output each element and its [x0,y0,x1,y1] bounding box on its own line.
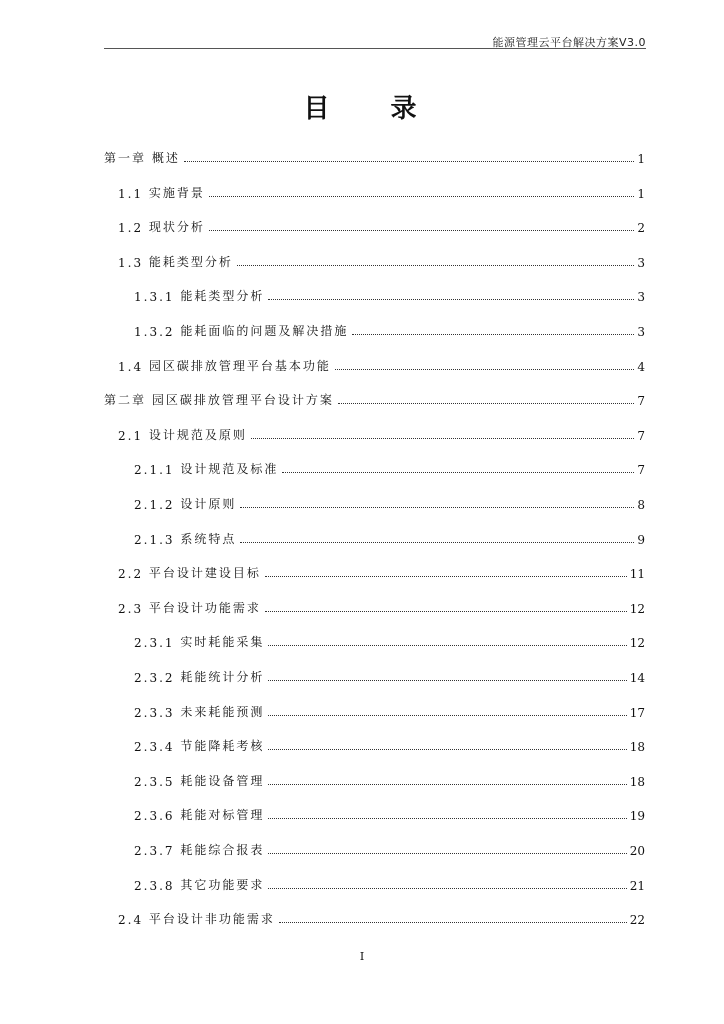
toc-entry[interactable] [104,148,645,166]
toc-entry-title: 能耗面临的问题及解决措施 [180,324,349,338]
toc-entry-title: 平台设计功能需求 [148,600,261,615]
toc-entry[interactable] [134,875,645,893]
toc-entry-leader [279,921,627,923]
toc-entry[interactable] [134,632,645,650]
toc-entry-page: 7 [637,428,645,443]
toc-entry[interactable] [134,805,645,823]
toc-entry-leader [268,783,626,785]
toc-entry-page: 12 [629,636,645,651]
toc-entry-number: 2.3.4 [134,740,175,755]
toc-entry-title: 平台设计非功能需求 [148,912,275,927]
toc-entry-leader [209,229,634,231]
toc-entry[interactable] [134,321,645,339]
toc-entry-number: 2.1.2 [134,498,175,512]
toc-entry-title: 设计原则 [180,497,237,511]
toc-entry-title: 平台设计建设目标 [148,566,261,581]
toc-entry-page: 1 [637,152,645,166]
toc-entry-page: 18 [629,774,645,789]
toc-entry-title: 概述 [151,151,180,165]
toc-entry-leader [268,644,626,646]
toc-entry-leader [352,333,634,335]
toc-entry-leader [282,471,634,473]
toc-entry[interactable] [118,183,645,201]
toc-entry[interactable] [104,390,645,408]
toc-entry-title: 现状分析 [148,220,205,235]
toc-entry-number: 1.3.2 [134,325,175,339]
toc-entry-page: 7 [637,394,645,409]
toc-entry-leader [184,160,635,162]
toc-entry-page: 1 [637,186,645,201]
toc-entry-leader [268,887,626,889]
toc-entry-page: 20 [629,844,645,858]
toc-entry[interactable] [118,909,645,927]
toc-entry[interactable] [134,736,645,754]
toc-entry-title: 耗能综合报表 [180,843,265,857]
toc-entry[interactable] [134,840,645,858]
toc-entry-page: 3 [637,255,645,270]
toc-entry-title: 设计规范及标准 [180,462,279,477]
toc-entry[interactable] [134,771,645,789]
toc-entry-number: 第二章 [104,393,147,408]
toc-entry-leader [251,437,634,439]
toc-entry-leader [268,714,626,716]
toc-entry-number: 2.3.8 [134,878,175,893]
toc-entry-number: 2.1.1 [134,463,175,478]
toc-entry-page: 3 [637,325,645,339]
toc-entry-leader [335,368,634,370]
page-title: 目 录 [303,94,443,124]
toc-entry-title: 实时耗能采集 [180,635,265,650]
toc-entry-number: 1.1 [118,186,144,201]
toc-entry-title: 能耗类型分析 [148,254,233,269]
toc-entry-leader [265,575,627,577]
toc-entry-number: 2.3.7 [134,844,175,858]
toc-entry-leader [265,610,627,612]
toc-entry-number: 1.3.1 [134,290,175,305]
toc-entry-title: 未来耗能预测 [180,704,265,719]
toc-entry-title: 其它功能要求 [180,877,265,892]
toc-entry-leader [268,679,626,681]
toc-entry-leader [338,402,635,404]
toc-entry-number: 2.1.3 [134,532,175,547]
toc-entry-page: 11 [629,567,645,582]
toc-entry-title: 园区碳排放管理平台设计方案 [151,393,334,408]
toc-entry-title: 耗能设备管理 [180,773,265,788]
toc-entry-number: 2.2 [118,567,144,582]
toc-entry-page: 18 [629,740,645,755]
toc-entry-number: 2.3.6 [134,809,175,824]
toc-entry-leader [268,298,634,300]
toc-entry[interactable] [118,598,645,616]
toc-entry-number: 2.3.3 [134,705,175,720]
toc-entry-page: 14 [629,671,645,685]
toc-entry[interactable] [134,667,645,685]
toc-entry[interactable] [118,217,645,235]
toc-entry-number: 2.3.2 [134,671,175,685]
toc-entry-leader [268,817,626,819]
toc-entry-page: 17 [629,705,645,720]
toc-entry-leader [240,541,634,543]
toc-entry-number: 1.3 [118,255,144,270]
toc-entry-page: 4 [637,359,645,374]
toc-entry-title: 耗能统计分析 [180,670,265,684]
toc-entry-number: 2.4 [118,913,144,928]
toc-entry[interactable] [134,702,645,720]
toc-entry-number: 第一章 [104,151,147,165]
toc-entry-title: 节能降耗考核 [180,739,265,754]
toc-entry-leader [268,852,626,854]
toc-entry-number: 2.3 [118,601,144,616]
toc-entry[interactable] [134,494,645,512]
toc-entry[interactable] [134,529,645,547]
toc-entry-page: 12 [629,601,645,616]
header-text: 能源管理云平台解决方案V3.0 [492,36,646,49]
toc-entry-title: 实施背景 [148,185,205,200]
toc-entry[interactable] [118,425,645,443]
toc-entry[interactable] [134,286,645,304]
toc-entry[interactable] [118,356,645,374]
toc-entry[interactable] [134,459,645,477]
toc-entry-number: 1.4 [118,359,144,374]
toc-entry-number: 1.2 [118,221,144,236]
toc-entry-leader [240,506,634,508]
toc-entry-page: 7 [637,463,645,478]
toc-entry-page: 9 [637,532,645,547]
toc-entry-leader [237,264,634,266]
toc-entry-page: 2 [637,221,645,236]
toc-entry[interactable] [118,563,645,581]
toc-entry-number: 2.3.1 [134,636,175,651]
toc-entry-title: 系统特点 [180,531,237,546]
toc-entry-title: 园区碳排放管理平台基本功能 [148,358,331,373]
toc-entry-number: 2.3.5 [134,774,175,789]
toc-entry-page: 3 [637,290,645,305]
toc-entry-page: 8 [637,498,645,512]
toc-entry-number: 2.1 [118,428,144,443]
toc-entry-title: 能耗类型分析 [180,289,265,304]
toc-entry-title: 耗能对标管理 [180,808,265,823]
toc-entry-leader [268,748,626,750]
toc-entry-title: 设计规范及原则 [148,427,247,442]
toc-entry[interactable] [118,252,645,270]
toc-entry-page: 22 [629,913,645,928]
page-number: I [359,950,365,963]
toc-entry-page: 21 [629,878,645,893]
toc-entry-page: 19 [629,809,645,824]
toc-entry-leader [209,195,634,197]
